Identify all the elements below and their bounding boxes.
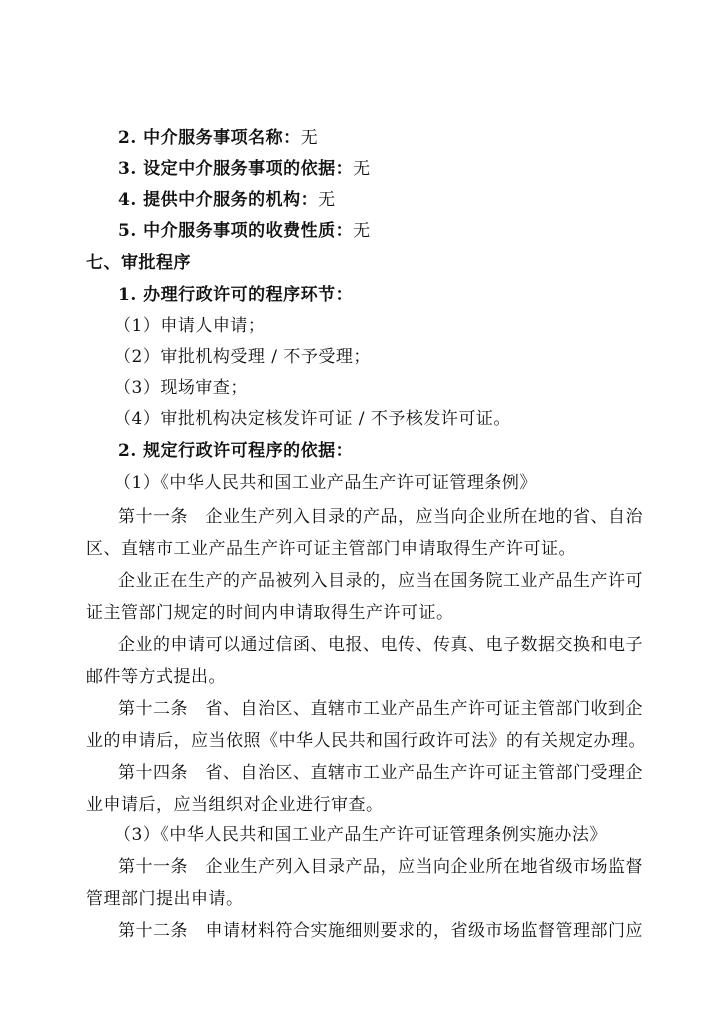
item-2-label: 2. 中介服务事项名称： bbox=[118, 128, 301, 148]
item-3 bbox=[118, 158, 371, 180]
item-2 bbox=[118, 127, 318, 149]
section-heading: 七、审批程序 bbox=[86, 253, 191, 273]
impl-article-11-line-2: 管理部门提出申请。 bbox=[86, 889, 244, 909]
article-11-line-2: 区、直辖市工业产品生产许可证主管部门申请取得生产许可证。 bbox=[86, 539, 576, 559]
item-4-label: 4. 提供中介服务的机构： bbox=[118, 190, 319, 210]
paragraph-methods-line-1: 企业的申请可以通过信函、电报、电传、传真、电子数据交换和电子 bbox=[118, 635, 643, 655]
item-4 bbox=[118, 189, 336, 211]
item-5-label: 5. 中介服务事项的收费性质： bbox=[118, 221, 354, 241]
article-14-line-1: 第十四条 省、自治区、直辖市工业产品生产许可证主管部门受理企 bbox=[118, 763, 643, 783]
item-5-value: 无 bbox=[353, 221, 371, 241]
item-5 bbox=[118, 220, 371, 242]
law-title-1: （1）《中华人民共和国工业产品生产许可证管理条例》 bbox=[114, 473, 537, 493]
law-title-3: （3）《中华人民共和国工业产品生产许可证管理条例实施办法》 bbox=[114, 825, 607, 845]
step-2: （2）审批机构受理 / 不予受理； bbox=[114, 347, 371, 367]
impl-article-11-line-1: 第十一条 企业生产列入目录产品，应当向企业所在地省级市场监督 bbox=[118, 857, 643, 877]
article-12-line-2: 业的申请后，应当依照《中华人民共和国行政许可法》的有关规定办理。 bbox=[86, 731, 646, 751]
item-4-value: 无 bbox=[318, 190, 336, 210]
item-2-value: 无 bbox=[300, 128, 319, 148]
impl-article-12-line-1: 第十二条 申请材料符合实施细则要求的，省级市场监督管理部门应 bbox=[118, 921, 643, 941]
subheading-procedure: 1. 办理行政许可的程序环节： bbox=[118, 285, 354, 305]
paragraph-existing-line-2: 证主管部门规定的时间内申请取得生产许可证。 bbox=[86, 603, 454, 623]
article-14-line-2: 业申请后，应当组织对企业进行审查。 bbox=[86, 795, 384, 815]
step-4: （4）审批机构决定核发许可证 / 不予核发许可证。 bbox=[114, 409, 511, 429]
paragraph-methods-line-2: 邮件等方式提出。 bbox=[86, 667, 226, 687]
step-3: （3）现场审查； bbox=[114, 378, 248, 398]
item-3-value: 无 bbox=[353, 159, 371, 179]
article-11-line-1: 第十一条 企业生产列入目录的产品，应当向企业所在地的省、自治 bbox=[118, 507, 643, 527]
paragraph-existing-line-1: 企业正在生产的产品被列入目录的，应当在国务院工业产品生产许可 bbox=[118, 571, 643, 591]
item-3-label: 3. 设定中介服务事项的依据： bbox=[118, 159, 354, 179]
article-12-line-1: 第十二条 省、自治区、直辖市工业产品生产许可证主管部门收到企 bbox=[118, 699, 643, 719]
step-1: （1）申请人申请； bbox=[114, 316, 266, 336]
subheading-basis: 2. 规定行政许可程序的依据： bbox=[118, 441, 354, 461]
